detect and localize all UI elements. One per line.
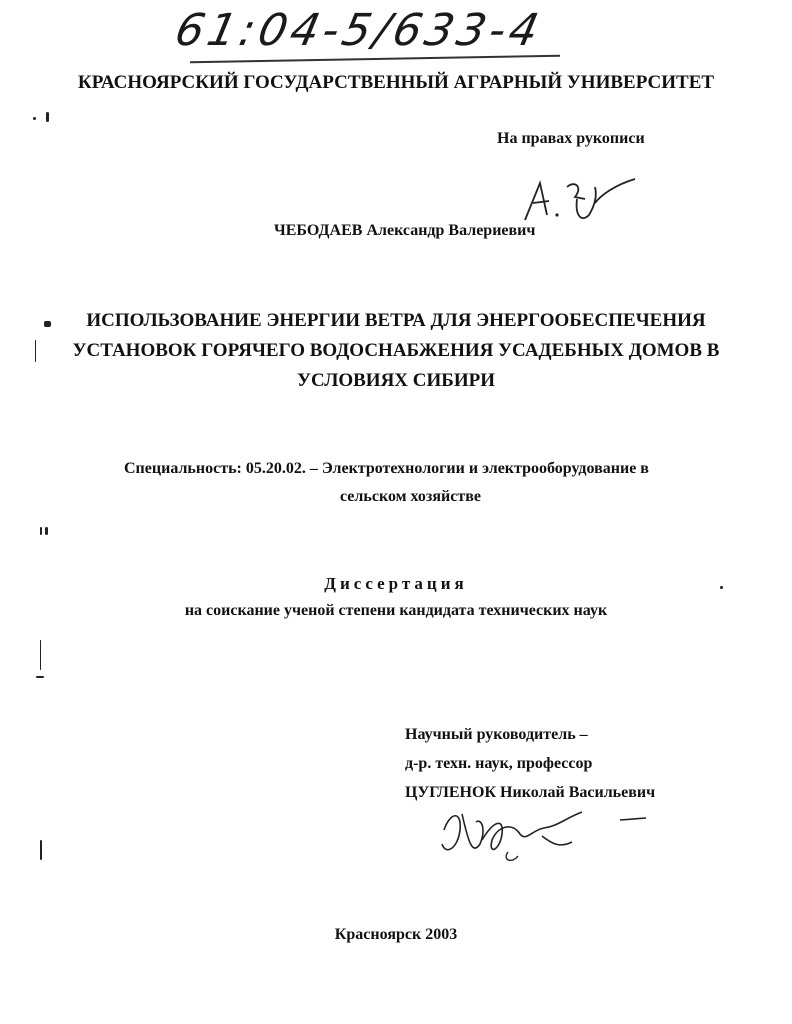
dissertation-title	[0, 306, 792, 396]
title-line-1: ИСПОЛЬЗОВАНИЕ ЭНЕРГИИ ВЕТРА ДЛЯ ЭНЕРГООБЕСПЕЧЕНИЯ	[86, 310, 706, 331]
advisor-surname: ЦУГЛЕНОК	[405, 784, 497, 801]
degree-line: на соискание ученой степени кандидата технических наук	[184, 602, 608, 619]
scan-mark	[46, 112, 49, 122]
scientific-advisor	[405, 720, 655, 807]
advisor-given-names: Николай Васильевич	[500, 784, 656, 801]
specialty	[124, 455, 734, 511]
advisor-signature	[432, 800, 652, 870]
scan-mark	[45, 527, 48, 535]
title-line-3: УСЛОВИЯХ СИБИРИ	[297, 370, 495, 391]
scan-mark	[33, 117, 36, 120]
title-line-2: УСТАНОВОК ГОРЯЧЕГО ВОДОСНАБЖЕНИЯ УСАДЕБНЫХ ДОМОВ В	[72, 340, 720, 361]
university-name: КРАСНОЯРСКИЙ ГОСУДАРСТВЕННЫЙ АГРАРНЫЙ УНИВЕРСИТЕТ	[77, 72, 715, 93]
scan-mark	[720, 586, 723, 589]
city-and-year: Красноярск 2003	[334, 926, 458, 943]
scan-mark	[40, 840, 42, 860]
handwritten-catalog-number: 61:04-5/633-4	[170, 5, 547, 56]
scan-mark	[40, 640, 41, 670]
scan-mark	[40, 527, 42, 535]
scan-mark	[36, 676, 44, 678]
advisor-role: Научный руководитель –	[405, 726, 588, 743]
scan-mark	[35, 340, 36, 362]
author-given-names: Александр Валериевич	[366, 222, 536, 239]
scan-mark	[44, 321, 51, 327]
specialty-line-2: сельском хозяйстве	[340, 488, 481, 505]
specialty-line-1: Специальность: 05.20.02. – Электротехнологии и электрооборудование в	[124, 460, 649, 477]
advisor-credentials: д-р. техн. наук, профессор	[405, 755, 593, 772]
dissertation-heading: Диссертация	[324, 574, 468, 593]
author-name	[274, 222, 535, 240]
manuscript-rights-note: На правах рукописи	[497, 130, 645, 147]
author-surname: ЧЕБОДАЕВ	[274, 222, 363, 239]
